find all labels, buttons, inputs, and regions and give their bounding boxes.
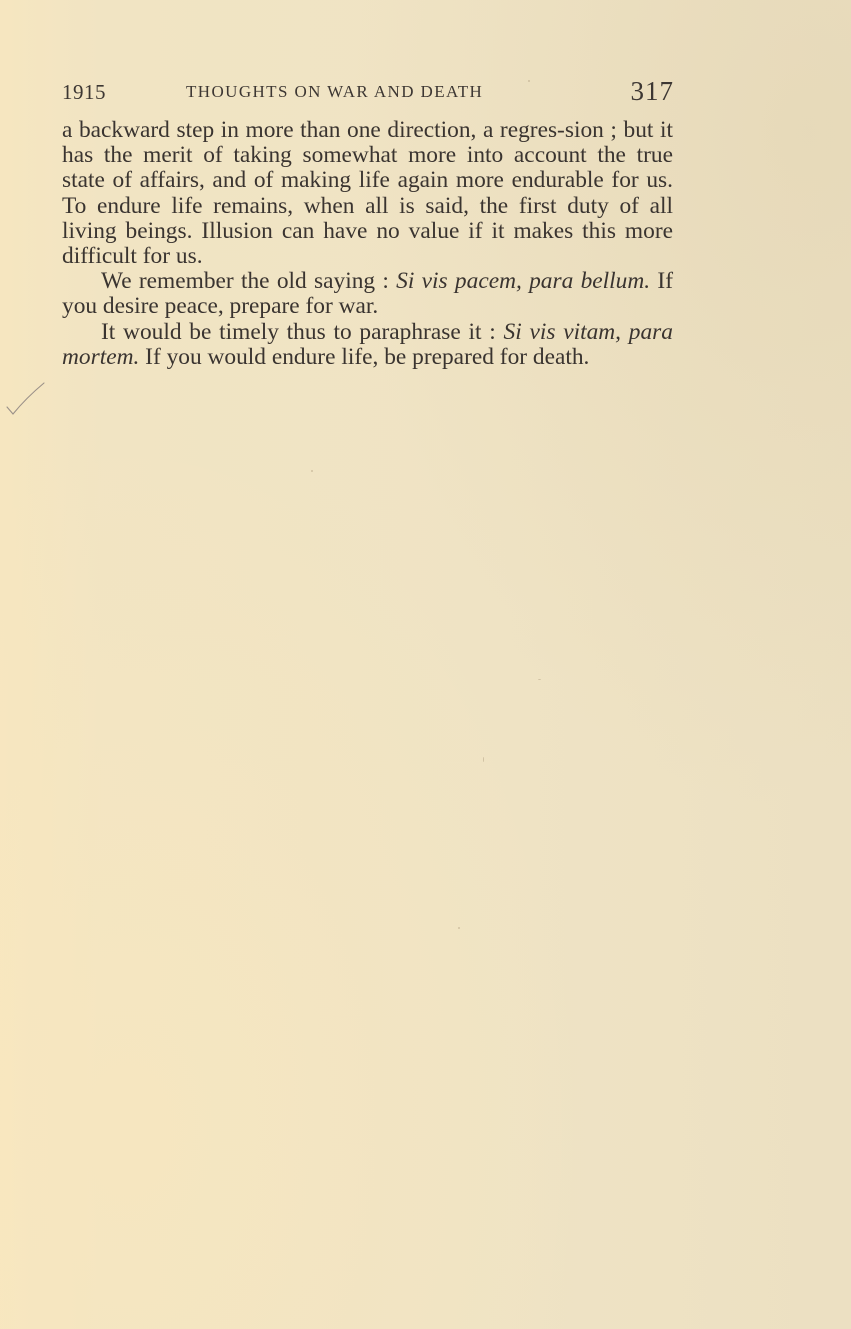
body-text	[62, 118, 673, 370]
paragraph-2	[62, 269, 673, 319]
latin-quote-2: Si vis vitam, para mortem.	[62, 318, 673, 370]
paragraph-1: a backward step in more than one direction, a regres-sion ; but it has the merit of taking somewhat more into account the true state of affairs, and of making life again more endurable for us. To endure life remains, when all is said, the first duty of all living beings. Illusion can have no value if it makes this more difficult for us.	[62, 117, 673, 270]
paper-speck	[538, 679, 541, 680]
running-head-title: THOUGHTS ON WAR AND DEATH	[186, 82, 484, 101]
paper-speck	[311, 470, 313, 472]
running-head-year: 1915	[62, 80, 106, 104]
paragraph-2-lead: We remember the old saying :	[101, 268, 397, 295]
running-head	[62, 76, 674, 106]
paragraph-3-trail: If you would endure life, be prepared for death.	[139, 343, 590, 370]
page-number: 317	[630, 76, 674, 106]
paragraph-3-lead: It would be timely thus to paraphrase it :	[101, 318, 504, 345]
pencil-checkmark-icon	[4, 380, 48, 420]
paper-speck	[528, 80, 530, 82]
paragraph-3	[62, 320, 673, 370]
paper-speck	[458, 927, 460, 929]
paper-speck	[483, 757, 484, 762]
paragraph-2-trail: If you desire peace, prepare for war.	[62, 268, 673, 320]
latin-quote-1: Si vis pacem, para bellum.	[396, 268, 651, 295]
